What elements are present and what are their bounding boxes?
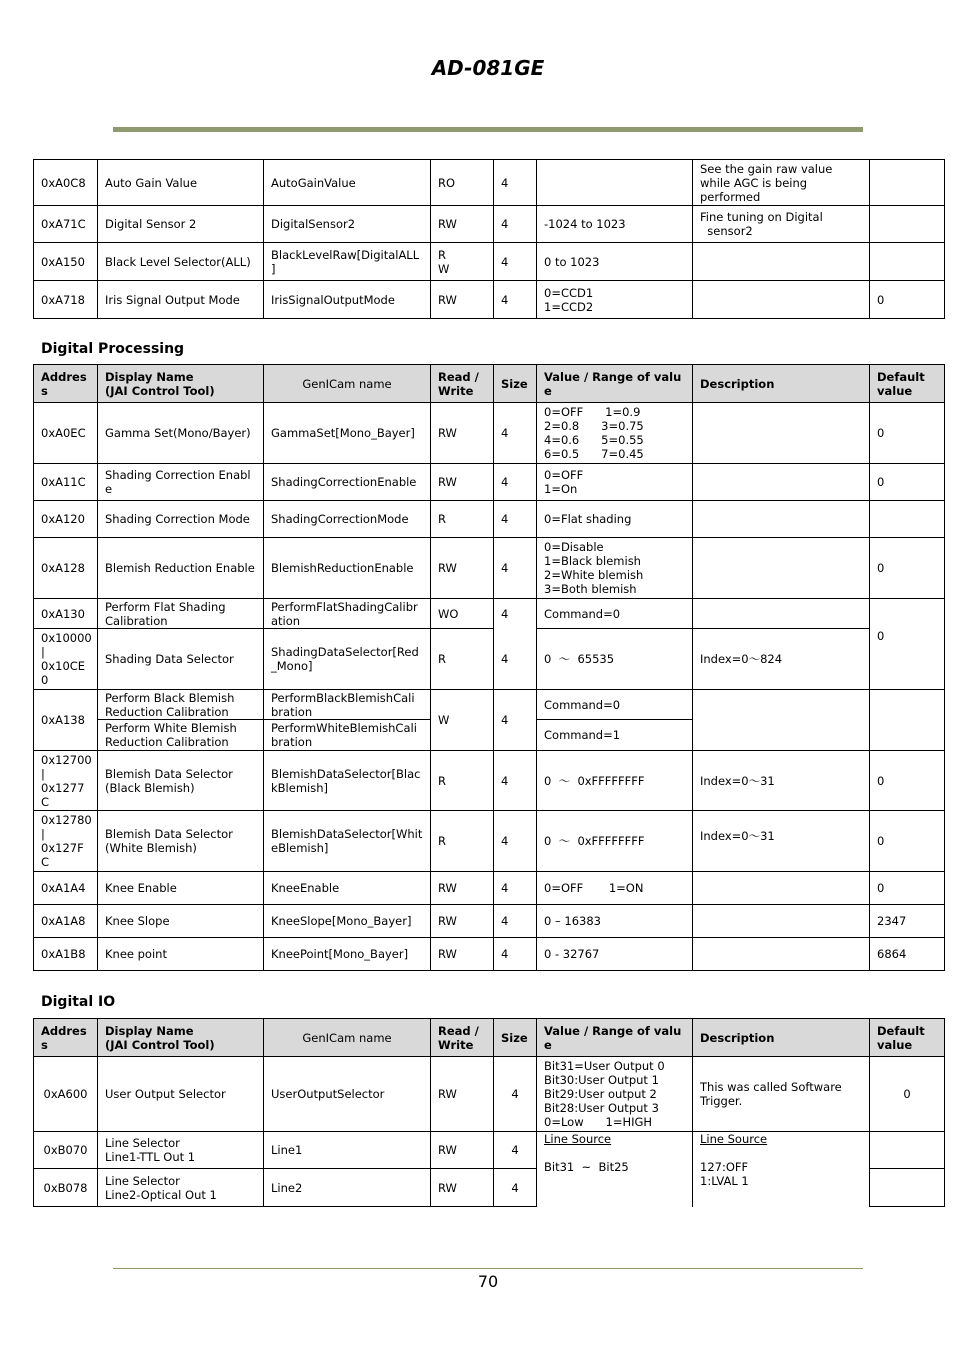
size-cell: 4 [494, 464, 537, 501]
header-display-name: Display Name (JAI Control Tool) [98, 1019, 264, 1057]
display-name-cell: Line Selector Line1-TTL Out 1 [98, 1132, 264, 1169]
header-read-write: Read / Write [431, 1019, 494, 1057]
size-cell: 4 [494, 1169, 537, 1207]
address-cell: 0xA128 [34, 538, 98, 599]
size-cell: 4 [494, 811, 537, 872]
rw-cell: RW [431, 538, 494, 599]
size-cell: 4 [494, 1132, 537, 1169]
genicam-cell: BlemishDataSelector[Whit eBlemish] [264, 811, 431, 872]
address-cell: 0x10000 | 0x10CE 0 [34, 629, 98, 690]
table-row [34, 938, 945, 971]
default-cell: 0 [870, 751, 945, 811]
genicam-cell: Line1 [264, 1132, 431, 1169]
header-address: Address [34, 1019, 98, 1057]
default-cell [870, 160, 945, 206]
address-cell: 0xA150 [34, 243, 98, 281]
value-cell [537, 160, 693, 206]
section-title-digital-processing: Digital Processing [41, 341, 185, 357]
header-size: Size [494, 365, 537, 403]
size-cell: 4 [494, 160, 537, 206]
display-name-cell: Blemish Data Selector (White Blemish) [98, 811, 264, 872]
table-row [34, 206, 945, 243]
display-name-cell: Shading Data Selector [98, 629, 264, 690]
description-cell [693, 281, 870, 319]
description-cell: Index=0～31 [693, 811, 870, 872]
table-row [34, 1057, 945, 1132]
display-name-cell: Shading Correction Enable [98, 464, 264, 501]
header-description: Description [693, 1019, 870, 1057]
display-name-cell: Perform Black Blemish Reduction Calibration [98, 690, 264, 720]
value-cell: 0 ～ 0xFFFFFFFF [537, 811, 693, 872]
display-name-cell: Blemish Reduction Enable [98, 538, 264, 599]
size-cell: 4 [494, 501, 537, 538]
table-row [34, 751, 945, 811]
rw-cell: RW [431, 1169, 494, 1207]
rw-cell: RW [431, 905, 494, 938]
display-name-cell: Gamma Set(Mono/Bayer) [98, 403, 264, 464]
display-name-cell: Line Selector Line2-Optical Out 1 [98, 1169, 264, 1207]
table-row [34, 905, 945, 938]
line-source-value-cell [537, 1132, 693, 1207]
table-row [34, 464, 945, 501]
genicam-cell: BlackLevelRaw[DigitalALL ] [264, 243, 431, 281]
address-cell: 0xA600 [34, 1057, 98, 1132]
table-row [34, 243, 945, 281]
header-rule [113, 127, 863, 132]
rw-cell: RW [431, 938, 494, 971]
header-description: Description [693, 365, 870, 403]
table-row [34, 629, 945, 690]
table-row [34, 1132, 945, 1169]
footer-rule [113, 1268, 863, 1269]
value-cell: 0 to 1023 [537, 243, 693, 281]
display-name-cell: Iris Signal Output Mode [98, 281, 264, 319]
address-cell: 0xA0EC [34, 403, 98, 464]
description-cell [693, 403, 870, 464]
value-cell: 0=Flat shading [537, 501, 693, 538]
value-cell: 0 - 32767 [537, 938, 693, 971]
description-cell [693, 872, 870, 905]
header-genicam: GenICam name [264, 1019, 431, 1057]
table-row [34, 872, 945, 905]
rw-cell: RW [431, 281, 494, 319]
default-cell [870, 690, 945, 751]
display-name-cell: User Output Selector [98, 1057, 264, 1132]
genicam-cell: ShadingCorrectionEnable [264, 464, 431, 501]
value-cell: 0 – 16383 [537, 905, 693, 938]
description-cell [693, 538, 870, 599]
rw-cell: RW [431, 464, 494, 501]
genicam-cell: PerformWhiteBlemishCali bration [264, 720, 431, 751]
line-source-value: Bit31 ~ Bit25 [544, 1160, 629, 1174]
size-cell: 4 [494, 1057, 537, 1132]
display-name-cell: Knee Enable [98, 872, 264, 905]
description-cell [693, 905, 870, 938]
size-cell: 4 [494, 872, 537, 905]
default-cell [870, 501, 945, 538]
address-cell: 0xA0C8 [34, 160, 98, 206]
display-name-cell: Black Level Selector(ALL) [98, 243, 264, 281]
display-name-cell: Knee Slope [98, 905, 264, 938]
size-cell: 4 [494, 243, 537, 281]
value-cell: 0 ～ 65535 [537, 629, 693, 690]
genicam-cell: KneeEnable [264, 872, 431, 905]
table-row [34, 501, 945, 538]
genicam-cell: UserOutputSelector [264, 1057, 431, 1132]
rw-cell: R [431, 629, 494, 690]
value-cell: 0=OFF 1=On [537, 464, 693, 501]
size-cell: 4 [494, 905, 537, 938]
display-name-cell: Auto Gain Value [98, 160, 264, 206]
default-cell: 0 [870, 629, 945, 690]
address-cell: 0xA120 [34, 501, 98, 538]
default-cell [870, 599, 945, 629]
digital-io-table [33, 1018, 945, 1207]
table-row [34, 281, 945, 319]
display-name-cell: Perform Flat Shading Calibration [98, 599, 264, 629]
line-source-description: 127:OFF 1:LVAL 1 [700, 1160, 749, 1188]
header-value: Value / Range of value [537, 365, 693, 403]
rw-cell: RW [431, 403, 494, 464]
default-cell: 0 [870, 811, 945, 872]
header-genicam: GenICam name [264, 365, 431, 403]
default-cell: 6864 [870, 938, 945, 971]
section-title-digital-io: Digital IO [41, 994, 116, 1010]
default-cell: 0 [870, 281, 945, 319]
genicam-cell: DigitalSensor2 [264, 206, 431, 243]
header-display-name: Display Name (JAI Control Tool) [98, 365, 264, 403]
address-cell: 0xA71C [34, 206, 98, 243]
line-source-description-cell [693, 1132, 870, 1207]
display-name-cell: Perform White Blemish Reduction Calibration [98, 720, 264, 751]
table-header-row [34, 365, 945, 403]
display-name-cell: Knee point [98, 938, 264, 971]
rw-cell: RW [431, 1057, 494, 1132]
table-row [34, 811, 945, 872]
address-cell: 0xA130 [34, 599, 98, 629]
description-cell [693, 501, 870, 538]
spacer [544, 1146, 685, 1160]
address-cell: 0xA11C [34, 464, 98, 501]
genicam-cell: BlemishDataSelector[Blac kBlemish] [264, 751, 431, 811]
line-source-description-heading: Line Source [700, 1132, 768, 1146]
value-cell: 0=CCD1 1=CCD2 [537, 281, 693, 319]
header-address: Address [34, 365, 98, 403]
header-read-write: Read / Write [431, 365, 494, 403]
default-cell: 0 [870, 403, 945, 464]
default-cell [870, 1132, 945, 1169]
size-cell: 4 [494, 206, 537, 243]
genicam-cell: ShadingCorrectionMode [264, 501, 431, 538]
description-cell: Fine tuning on Digital sensor2 [693, 206, 870, 243]
genicam-cell: ShadingDataSelector[Red _Mono] [264, 629, 431, 690]
size-cell: 4 [494, 599, 537, 629]
address-cell: 0x12780 | 0x127F C [34, 811, 98, 872]
genicam-cell: GammaSet[Mono_Bayer] [264, 403, 431, 464]
rw-cell: WO [431, 599, 494, 629]
description-cell: Index=0～824 [693, 629, 870, 690]
description-cell: See the gain raw value while AGC is being performed [693, 160, 870, 206]
table-row [34, 538, 945, 599]
page-number: 70 [477, 1272, 499, 1291]
document-title: AD-081GE [431, 56, 545, 80]
value-cell: 0=Disable 1=Black blemish 2=White blemish 3=Both blemish [537, 538, 693, 599]
default-cell [870, 206, 945, 243]
line-source-value-heading: Line Source [544, 1132, 612, 1146]
size-cell: 4 [494, 938, 537, 971]
value-cell: 0=OFF 1=0.9 2=0.8 3=0.75 4=0.6 5=0.55 6=0.5 7=0.45 [537, 403, 693, 464]
genicam-cell: KneeSlope[Mono_Bayer] [264, 905, 431, 938]
display-name-cell: Shading Correction Mode [98, 501, 264, 538]
register-table-continued [33, 159, 945, 319]
header-default: Default value [870, 365, 945, 403]
address-cell: 0xA1A8 [34, 905, 98, 938]
rw-cell: R [431, 811, 494, 872]
description-cell [693, 690, 870, 751]
digital-processing-table [33, 364, 945, 971]
table-row [34, 403, 945, 464]
size-cell: 4 [494, 281, 537, 319]
default-cell: 0 [870, 872, 945, 905]
genicam-cell: PerformBlackBlemishCali bration [264, 690, 431, 720]
rw-cell: R [431, 501, 494, 538]
default-cell: 0 [870, 464, 945, 501]
value-cell: Command=0 [537, 599, 693, 629]
value-cell: -1024 to 1023 [537, 206, 693, 243]
default-cell: 0 [870, 1057, 945, 1132]
rw-cell: RW [431, 206, 494, 243]
value-cell: 0 ～ 0xFFFFFFFF [537, 751, 693, 811]
default-cell: 2347 [870, 905, 945, 938]
address-cell: 0xA138 [34, 690, 98, 751]
size-cell: 4 [494, 538, 537, 599]
size-cell: 4 [494, 629, 537, 690]
genicam-cell: BlemishReductionEnable [264, 538, 431, 599]
header-size: Size [494, 1019, 537, 1057]
size-cell: 4 [494, 690, 537, 751]
rw-cell: RW [431, 872, 494, 905]
address-cell: 0xA718 [34, 281, 98, 319]
genicam-cell: Line2 [264, 1169, 431, 1207]
default-cell: 0 [870, 538, 945, 599]
genicam-cell: AutoGainValue [264, 160, 431, 206]
spacer [700, 1146, 862, 1160]
address-cell: 0xB078 [34, 1169, 98, 1207]
value-cell: Command=1 [537, 720, 693, 751]
default-cell [870, 1169, 945, 1207]
header-default: Default value [870, 1019, 945, 1057]
table-row [34, 160, 945, 206]
rw-cell: RW [431, 1132, 494, 1169]
description-cell: Index=0～31 [693, 751, 870, 811]
description-cell [693, 243, 870, 281]
header-value: Value / Range of value [537, 1019, 693, 1057]
rw-cell: R W [431, 243, 494, 281]
size-cell: 4 [494, 403, 537, 464]
genicam-cell: PerformFlatShadingCalibr ation [264, 599, 431, 629]
display-name-cell: Blemish Data Selector (Black Blemish) [98, 751, 264, 811]
genicam-cell: IrisSignalOutputMode [264, 281, 431, 319]
default-cell [870, 243, 945, 281]
rw-cell: R [431, 751, 494, 811]
description-cell [693, 938, 870, 971]
table-header-row [34, 1019, 945, 1057]
address-cell: 0x12700 | 0x1277 C [34, 751, 98, 811]
value-cell: Command=0 [537, 690, 693, 720]
description-cell [693, 599, 870, 629]
rw-cell: RO [431, 160, 494, 206]
description-cell: This was called Software Trigger. [693, 1057, 870, 1132]
description-cell [693, 464, 870, 501]
address-cell: 0xB070 [34, 1132, 98, 1169]
table-row [34, 599, 945, 629]
address-cell: 0xA1B8 [34, 938, 98, 971]
rw-cell: W [431, 690, 494, 751]
value-cell: Bit31=User Output 0 Bit30:User Output 1 Bit29:User output 2 Bit28:User Output 3 0=Low 1=HIGH [537, 1057, 693, 1132]
table-row [34, 690, 945, 720]
size-cell: 4 [494, 751, 537, 811]
genicam-cell: KneePoint[Mono_Bayer] [264, 938, 431, 971]
address-cell: 0xA1A4 [34, 872, 98, 905]
display-name-cell: Digital Sensor 2 [98, 206, 264, 243]
value-cell: 0=OFF 1=ON [537, 872, 693, 905]
